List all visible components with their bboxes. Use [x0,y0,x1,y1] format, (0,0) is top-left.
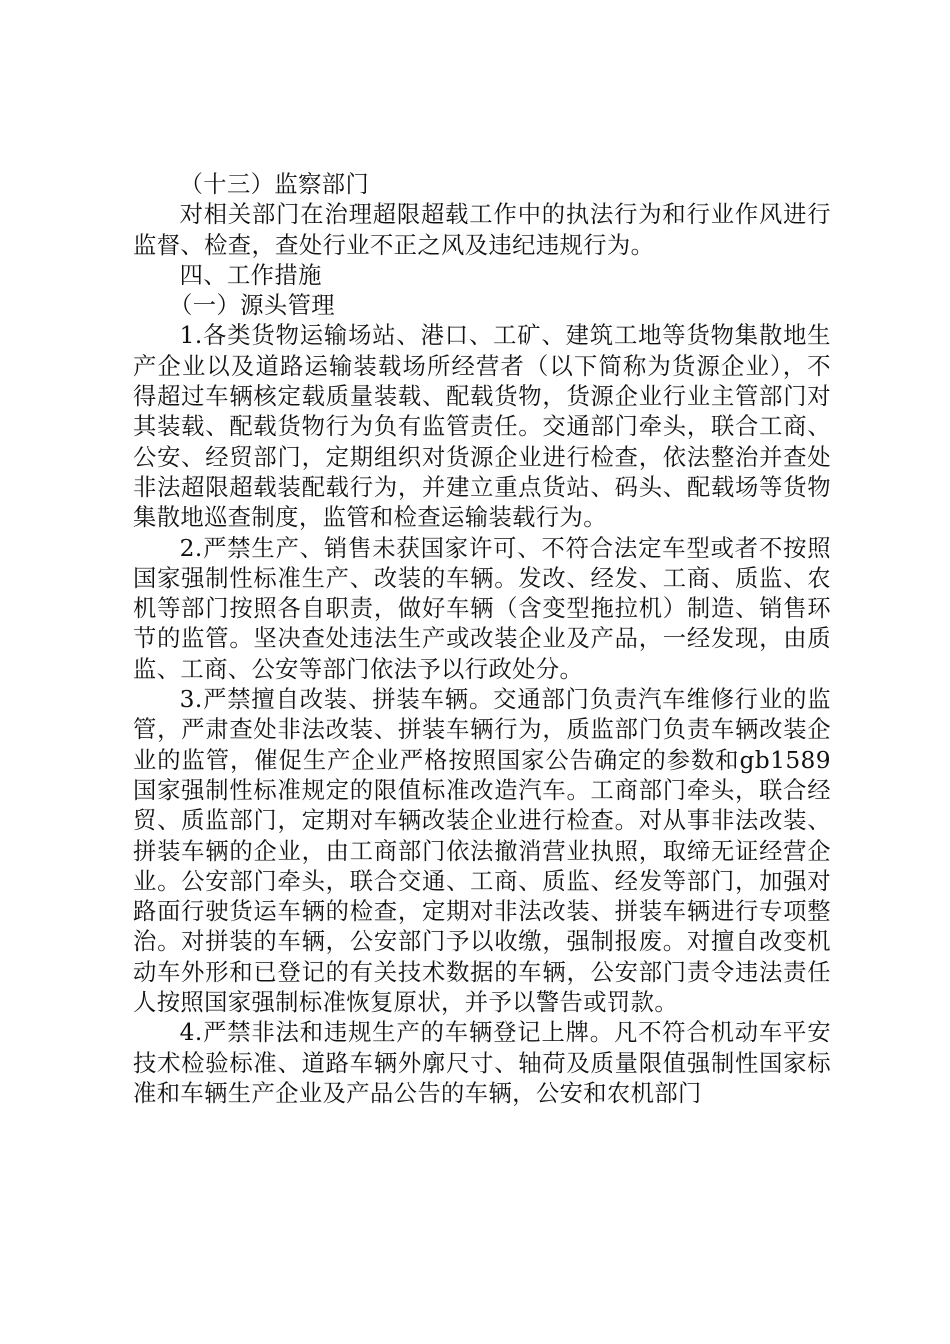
document-body [133,170,831,1109]
paragraph-item-1: 1.各类货物运输场站、港口、工矿、建筑工地等货物集散地生产企业以及道路运输装载场所经营者（以下简称为货源企业），不得超过车辆核定载质量装载、配载货物，货源企业行业主管部门对其装载、配载货物行为负有监管责任。交通部门牵头，联合工商、公安、经贸部门，定期组织对货源企业进行检查，依法整治并查处非法超限超载装配载行为，并建立重点货站、码头、配载场等货物集散地巡查制度，监管和检查运输装载行为。 [133,322,831,532]
paragraph-item-3: 3.严禁擅自改装、拼装车辆。交通部门负责汽车维修行业的监管，严肃查处非法改装、拼装车辆行为，质监部门负责车辆改装企业的监管，催促生产企业严格按照国家公告确定的参数和gb1589国家强制性标准规定的限值标准改造汽车。工商部门牵头，联合经贸、质监部门，定期对车辆改装企业进行检查。对从事非法改装、拼装车辆的企业，由工商部门依法撤消营业执照，取缔无证经营企业。公安部门牵头，联合交通、工商、质监、经发等部门，加强对路面行驶货运车辆的检查，定期对非法改装、拼装车辆进行专项整治。对拼装的车辆，公安部门予以收缴，强制报废。对擅自改变机动车外形和已登记的有关技术数据的车辆，公安部门责令违法责任人按照国家强制标准恢复原状，并予以警告或罚款。 [133,686,831,1017]
paragraph-item-2: 2.严禁生产、销售未获国家许可、不符合法定车型或者不按照国家强制性标准生产、改装的车辆。发改、经发、工商、质监、农机等部门按照各自职责，做好车辆（含变型拖拉机）制造、销售环节的监管。坚决查处违法生产或改装企业及产品，一经发现，由质监、工商、公安等部门依法予以行政处分。 [133,534,831,683]
section-heading-measures: 四、工作措施 [179,261,322,289]
subsection-heading-source-management: （一）源头管理 [169,292,335,320]
paragraph-item-4: 4.严禁非法和违规生产的车辆登记上牌。凡不符合机动车平安技术检验标准、道路车辆外廓尺寸、轴荷及质量限值强制性国家标准和车辆生产企业及产品公告的车辆，公安和农机部门 [133,1019,831,1107]
paragraph-supervision-duty: 对相关部门在治理超限超载工作中的执法行为和行业作风进行监督、检查，查处行业不正之风及违纪违规行为。 [133,201,831,259]
section-heading-supervision: （十三）监察部门 [179,171,370,198]
